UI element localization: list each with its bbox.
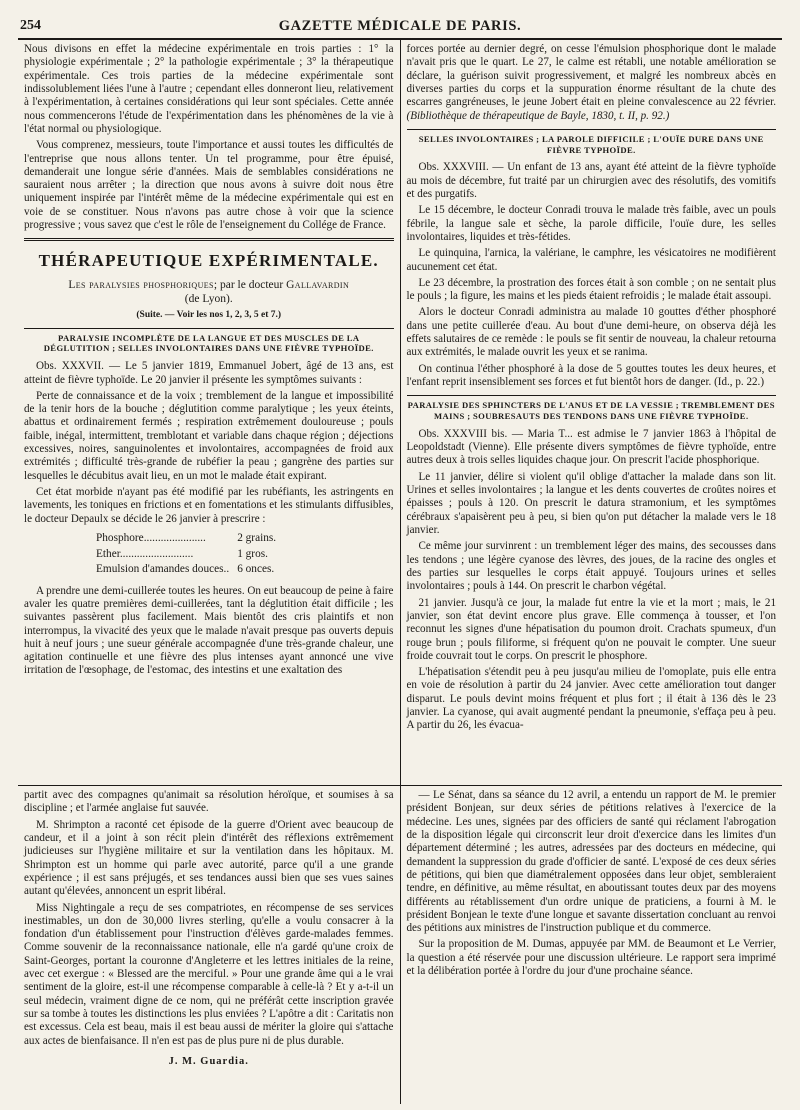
article-author: Gallavardin [286, 278, 350, 291]
lecture-paragraph: Nous divisons en effet la médecine expérimentale en trois parties : 1° la physiologie expérimentale ; 2° la pathologie expérimentale ; 3° la thérapeutique expérimentale. Ces trois parties de la médecine expérimentale sont indissolublement liées l'une à l'autre ; cependant elles donneront lieu, relativement à l'expérimentation, à certaines considérations qui leur sont spéciales. Cette année nous commencerons l'étude de l'expérimentation dans les phénomènes de la vie à l'état normal ou physiologique. [24, 43, 394, 135]
observation-paragraph: Le 23 décembre, la prostration des forces était à son comble ; on ne sentait plus le pouls ; la figure, les mains et les pieds étaient refroidis ; le malade était assoupi. [406, 276, 776, 303]
observation-paragraph: Cet état morbide n'ayant pas été modifié par les rubéfiants, les astringents en lavements, les toniques en frictions et en fomentations et les stimulants diffusibles, le docteur Depaulx se décide le 26 janvier à prescrire : [24, 486, 394, 525]
source-citation: (Bibliothèque de thérapeutique de Bayle, 1830, t. II, p. 92.) [406, 109, 670, 122]
observation-paragraph: On continua l'éther phosphoré à la dose de 5 gouttes toutes les deux heures, et l'enfant reprit insensiblement ses forces et fut bientôt hors de danger. (Id., p. 22.) [406, 362, 776, 389]
article-byline-prefix: ; par le docteur [213, 278, 287, 291]
continuation-paragraph [407, 43, 777, 123]
upper-section [18, 40, 782, 786]
rubric-divider [407, 129, 777, 130]
lecture-paragraph: Vous comprenez, messieurs, toute l'importance et aussi toutes les difficultés de l'entreprise que nous allons tenter. Un tel programme, pour être épuisé, demanderait une longue série d'années. Mais de semblables considérations ne sauraient nous arrêter ; la direction que nous avons à suivre doit nous être uniquement inspirée par l'intérêt même de la médecine expérimentale qui est en voie de se constituer. Nous n'avons pas autre chose à voir que la science progressive ; vous savez que c'est le rôle de l'enseignement du Collége de France. [24, 139, 394, 232]
observation-paragraph: Le 15 décembre, le docteur Conradi trouva le malade très faible, avec un pouls fébrile, la langue sale et sèche, la parole difficile, l'ouïe dure, les selles involontaires, liquides et très-fétides. [406, 204, 776, 243]
observation-paragraph: Perte de connaissance et de la voix ; tremblement de la langue et impossibilité de la tenir hors de la bouche ; déglutition comme paralytique ; les yeux éteints, abattus et ordinairement fermés ; respiration extrêmement douloureuse ; pouls faible, inégal, intermittent, tremblotant et variable dans chaque région ; déjections excessives, noires, sanguinolentes et involontaires, accompagnées de froid aux extrémités ; difficulté très-grande de rubéfier la peau ; gangrène des parties sur lesquelles le décubitus avait lieu, en un mot le malade était expirant. [24, 389, 394, 482]
observation-paragraph: Le quinquina, l'arnica, la valériane, le camphre, les vésicatoires ne modifièrent aucunement cet état. [406, 247, 776, 273]
observation-paragraph: Le 11 janvier, délire si violent qu'il oblige d'attacher la malade dans son lit. Urines et selles involontaires ; la langue et les dents couvertes de croûtes noires et épaisses ; pouls à 120. On prescrit le datura stramonium, et les symptômes cérébraux s'apaisèrent peu à peu, si bien qu'on put détacher la malade vers le 18 janvier. [406, 470, 776, 536]
section-divider [24, 238, 394, 241]
page-number: 254 [20, 18, 41, 34]
prescription-dose: 6 onces. [237, 563, 275, 576]
right-column-bottom [401, 786, 783, 1104]
journal-title: GAZETTE MÉDICALE DE PARIS. [278, 17, 522, 34]
author-signature: J. M. Guardia. [168, 1055, 249, 1067]
feuilleton-paragraph: M. Shrimpton a raconté cet épisode de la guerre d'Orient avec beaucoup de candeur, et il a joint à son récit plein d'intérêt des réflexions extrêmement judicieuses sur l'hygiène militaire et sur la ventilation dans les hôpitaux. M. Shrimpton est un homme qui parle avec autorité, parce qu'il a une grande expérience ; il est sans préjugés, et ses tendances aussi bien que ses vues saines autant qu'élevées, annoncent un esprit libéral. [24, 818, 394, 898]
prescription-item: Phosphore...................... [96, 531, 206, 544]
article-subtitle [24, 279, 394, 307]
case-rubric: SELLES INVOLONTAIRES ; LA PAROLE DIFFICILE ; L'OUÏE DURE DANS UNE FIÈVRE TYPHOÏDE. [418, 133, 764, 155]
article-author-place: (de Lyon). [184, 292, 233, 305]
article-topic: Les paralysies phosphoriques [68, 278, 214, 291]
continuation-text: forces portée au dernier degré, on cesse l'émulsion phosphorique dont le malade n'avait pris que le quart. Le 27, le calme est rétabli, une notable amélioration se déclare, la guérison suivit progressivement, et malgré les nombreux abcès en diverses parties du corps et la suppuration énorme résultant de la chute des escarres gangréneuses, le jeune Jobert était en pleine convalescence au 22 février. [406, 43, 776, 109]
observation-paragraph: Alors le docteur Conradi administra au malade 10 gouttes d'éther phosphoré dans une petite cuillerée d'eau. Au bout d'une demi-heure, on observa déjà les effets salutaires de ce remède : le pouls se fit sentir de nouveau, la chaleur retourna aux extrémités, le malade ouvrit les yeux et se ranima. [406, 306, 776, 359]
page-header [18, 16, 782, 40]
prescription-item: Emulsion d'amandes douces.. [96, 563, 230, 576]
prescription-table [94, 530, 284, 579]
feuilleton-section [18, 786, 782, 1104]
observation-paragraph: Ce même jour survinrent : un tremblement léger des mains, des secousses dans les tendons ; une légère cyanose des lèvres, des joues, de la racine des ongles et des parties sur lesquelles le corps était appuyé. Toujours urines et selles involontaires ; pouls à 144. On prescrit le charbon végétal. [406, 540, 776, 593]
feuilleton-paragraph: Miss Nightingale a reçu de ses compatriotes, en récompense de ses services inestimables, un don de 30,000 livres sterling, qu'elle a voulu consacrer à la fondation d'un établissement pour l'instruction d'élèves garde-malades femmes. Comme souvenir de la reconnaissance nationale, elle n'a gardé qu'une croix de Saint-Georges, portant la couronne d'Angleterre et les lettres initiales de la reine, avec cet exergue : « Blessed are the merciful. » Pour une grande âme qui a le vrai sentiment de la gloire, est-il une récompense comparable à celle-là ? Et y a-t-il un seul médecin, vraiment digne de ce nom, qui ne préférât cette inscription gravée sur sa tombe à toutes les distinctions les plus enviées ? L'apôtre a dit : Caritatis non est excessus. Cela est beau, mais il est beau aussi de mériter la gloire qui s'attache aux actes de bienfaisance. Il n'en est pas de plus pure ni de plus durable. [24, 901, 394, 1047]
observation-paragraph: L'hépatisation s'étendit peu à peu jusqu'au milieu de l'omoplate, puis elle entra en voie de résolution à partir du 24 janvier. Avec cette amélioration tout danger disparut. Le pouls devint moins fréquent et plus fort ; il était à 136 dès le 23 janvier. La cyanose, qui avait augmenté pendant la pneumonie, s'effaça peu à peu. A partir du 26, les évacua- [406, 666, 776, 732]
rubric-divider [407, 395, 777, 396]
observation-paragraph: Obs. XXXVIII. — Un enfant de 13 ans, ayant été atteint de la fièvre typhoïde au mois de décembre, fut traité par un chirurgien avec des résolutifs, des vomitifs et des purgatifs. [406, 161, 776, 200]
prescription-item: Ether.......................... [96, 547, 194, 560]
prescription-dose: 2 grains. [237, 531, 277, 544]
prescription-row [96, 532, 282, 546]
continuation-note: (Suite. — Voir les nos 1, 2, 3, 5 et 7.) [136, 310, 282, 321]
section-title: THÉRAPEUTIQUE EXPÉRIMENTALE. [38, 251, 379, 271]
case-rubric: PARALYSIE DES SPHINCTERS DE L'ANUS ET DE LA VESSIE ; TREMBLEMENT DES MAINS ; SOUBRESAUTS DES TENDONS DANS UNE FIÈVRE TYPHOÏDE. [407, 400, 775, 422]
feuilleton-paragraph: partit avec des compagnes qu'animait sa résolution héroïque, et soumises à sa discipline ; et l'armée anglaise fut sauvée. [24, 789, 394, 815]
observation-paragraph: A prendre une demi-cuillerée toutes les heures. On eut beaucoup de peine à faire avaler les quatre premières demi-cuillerées, tant la déglutition était difficile ; les suivantes passèrent plus facilement. Mais bientôt des cris plaintifs et non interrompus, la vivacité des yeux que le malade n'avait presque pas ouverts depuis huit à neuf jours ; une sueur générale accompagnée d'une très-grande chaleur, une agitation continuelle et une fièvre des plus intenses ayant annoncé une vive irritation de l'œsophage, de l'estomac, des intestins et une exaltation des [24, 584, 394, 677]
left-column-bottom [18, 786, 401, 1104]
prescription-row [96, 563, 282, 577]
left-column-top [18, 40, 401, 785]
observation-paragraph: Obs. XXXVIII bis. — Maria T... est admise le 7 janvier 1863 à l'hôpital de Leopoldstadt (Vienne). Elle présente divers symptômes de fièvre typhoïde, entre autres deux à trois selles liquides chaque jour. On prescrit l'acide phosphorique. [406, 427, 776, 467]
news-paragraph: Sur la proposition de M. Dumas, appuyée par MM. de Beaumont et Le Verrier, la question a été réservée pour une discussion ultérieure. Le rapport sera imprimé et la délibération portée à l'ordre du jour d'une prochaine séance. [406, 938, 776, 978]
observation-paragraph: 21 janvier. Jusqu'à ce jour, la malade fut entre la vie et la mort ; mais, le 21 janvier, son état devint encore plus grave. Elle commença à tousser, et l'on reconnut les signes d'une hépatisation du poumon droit. Crachats spumeux, d'un rouge brun ; pouls filiforme, si fréquent qu'on ne pouvait le compter. Une sueur froide couvrait tout le corps. On prescrit le phosphore. [406, 596, 776, 662]
observation-paragraph: Obs. XXXVII. — Le 5 janvier 1819, Emmanuel Jobert, âgé de 13 ans, est atteint de fièvre typhoïde. Le 20 janvier il présente les symptômes suivants : [24, 360, 394, 386]
news-paragraph: — Le Sénat, dans sa séance du 12 avril, a entendu un rapport de M. le premier président Bonjean, sur deux séries de pétitions relatives à l'exercice de la médecine. Les unes, signées par des officiers de santé qui réclament l'abrogation de la disposition légale qui circonscrit leur droit d'exercice dans les limites d'un département déterminé ; les autres, adressées par des docteurs en médecine, qui demandent la suppression du grade d'officier de santé. L'exposé de ces deux séries de pétitions, qui bien que diamétralement opposées dans leur objet, sembleraient tendre, en définitive, au même résultat, en aboutissant toutes deux par des moyens différents au rétablissement d'un ordre unique de praticiens, a fourni à M. le président Bonjean le texte d'une longue et savante dissertation concluant au renvoi des pétitions aux ministres de l'instruction publique et du commerce. [406, 789, 776, 935]
prescription-dose: 1 gros. [237, 547, 268, 560]
case-rubric: PARALYSIE INCOMPLÈTE DE LA LANGUE ET DES MUSCLES DE LA DÉGLUTITION ; SELLES INVOLONTAIRES DANS UNE FIÈVRE TYPHOÏDE. [24, 328, 394, 354]
prescription-row [96, 548, 282, 562]
right-column-top [401, 40, 783, 785]
